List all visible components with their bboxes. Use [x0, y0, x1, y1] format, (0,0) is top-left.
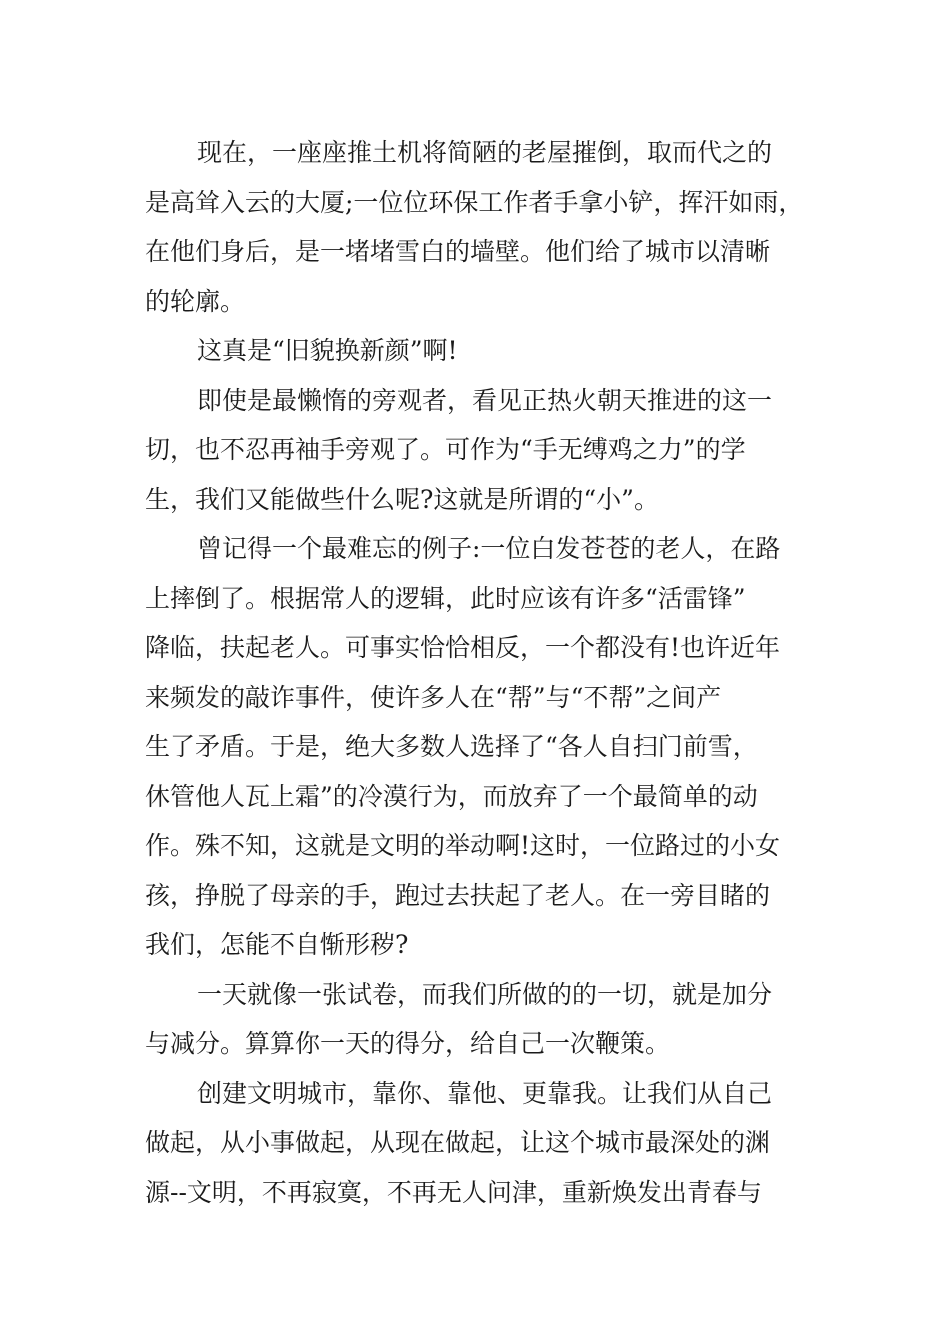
paragraph	[145, 326, 807, 376]
text-line: 我们，怎能不自惭形秽?	[145, 930, 409, 959]
text-line: 创建文明城市，靠你、靠他、更靠我。让我们从自己	[197, 1078, 773, 1108]
document-body	[145, 128, 807, 1217]
text-line: 曾记得一个最难忘的例子:一位白发苍苍的老人，在路	[197, 534, 781, 563]
text-line: 孩，挣脱了母亲的手，跑过去扶起了老人。在一旁目睹的	[145, 880, 771, 910]
text-line: 一天就像一张试卷，而我们所做的的一切，就是加分	[197, 979, 773, 1009]
text-line: 来频发的敲诈事件，使许多人在“帮”与“不帮”之间产	[145, 682, 722, 712]
paragraph	[145, 376, 807, 525]
text-line: 作。殊不知，这就是文明的举动啊!这时，一位路过的小女	[145, 831, 781, 860]
text-line: 降临，扶起老人。可事实恰恰相反，一个都没有!也许近年	[145, 633, 781, 662]
text-line: 上摔倒了。根据常人的逻辑，此时应该有许多“活雷锋”	[145, 583, 746, 613]
text-line: 这真是“旧貌换新颜”啊!	[197, 336, 458, 365]
paragraph	[145, 1069, 807, 1218]
text-line: 现在，一座座推土机将简陋的老屋摧倒，取而代之的	[197, 138, 773, 167]
text-line: 切，也不忍再袖手旁观了。可作为“手无缚鸡之力”的学	[145, 435, 746, 464]
text-line: 即使是最懒惰的旁观者，看见正热火朝天推进的这一	[197, 385, 773, 415]
text-line: 生，我们又能做些什么呢?这就是所谓的“小”。	[145, 484, 659, 514]
paragraph	[145, 524, 807, 970]
text-line: 的轮廓。	[145, 286, 246, 316]
text-line: 生了矛盾。于是，绝大多数人选择了“各人自扫门前雪，	[145, 732, 758, 761]
paragraph	[145, 970, 807, 1069]
text-line: 做起，从小事做起，从现在做起，让这个城市最深处的渊	[145, 1128, 771, 1157]
text-line: 源--文明，不再寂寞，不再无人问津，重新焕发出青春与	[145, 1177, 762, 1207]
text-line: 休管他人瓦上霜”的冷漠行为，而放弃了一个最简单的动	[145, 781, 758, 811]
text-line: 在他们身后，是一堵堵雪白的墙壁。他们给了城市以清晰	[145, 237, 771, 266]
paragraph	[145, 128, 807, 326]
text-line: 是高耸入云的大厦;一位位环保工作者手拿小铲，挥汗如雨，	[145, 187, 804, 217]
text-line: 与减分。算算你一天的得分，给自己一次鞭策。	[145, 1029, 671, 1058]
